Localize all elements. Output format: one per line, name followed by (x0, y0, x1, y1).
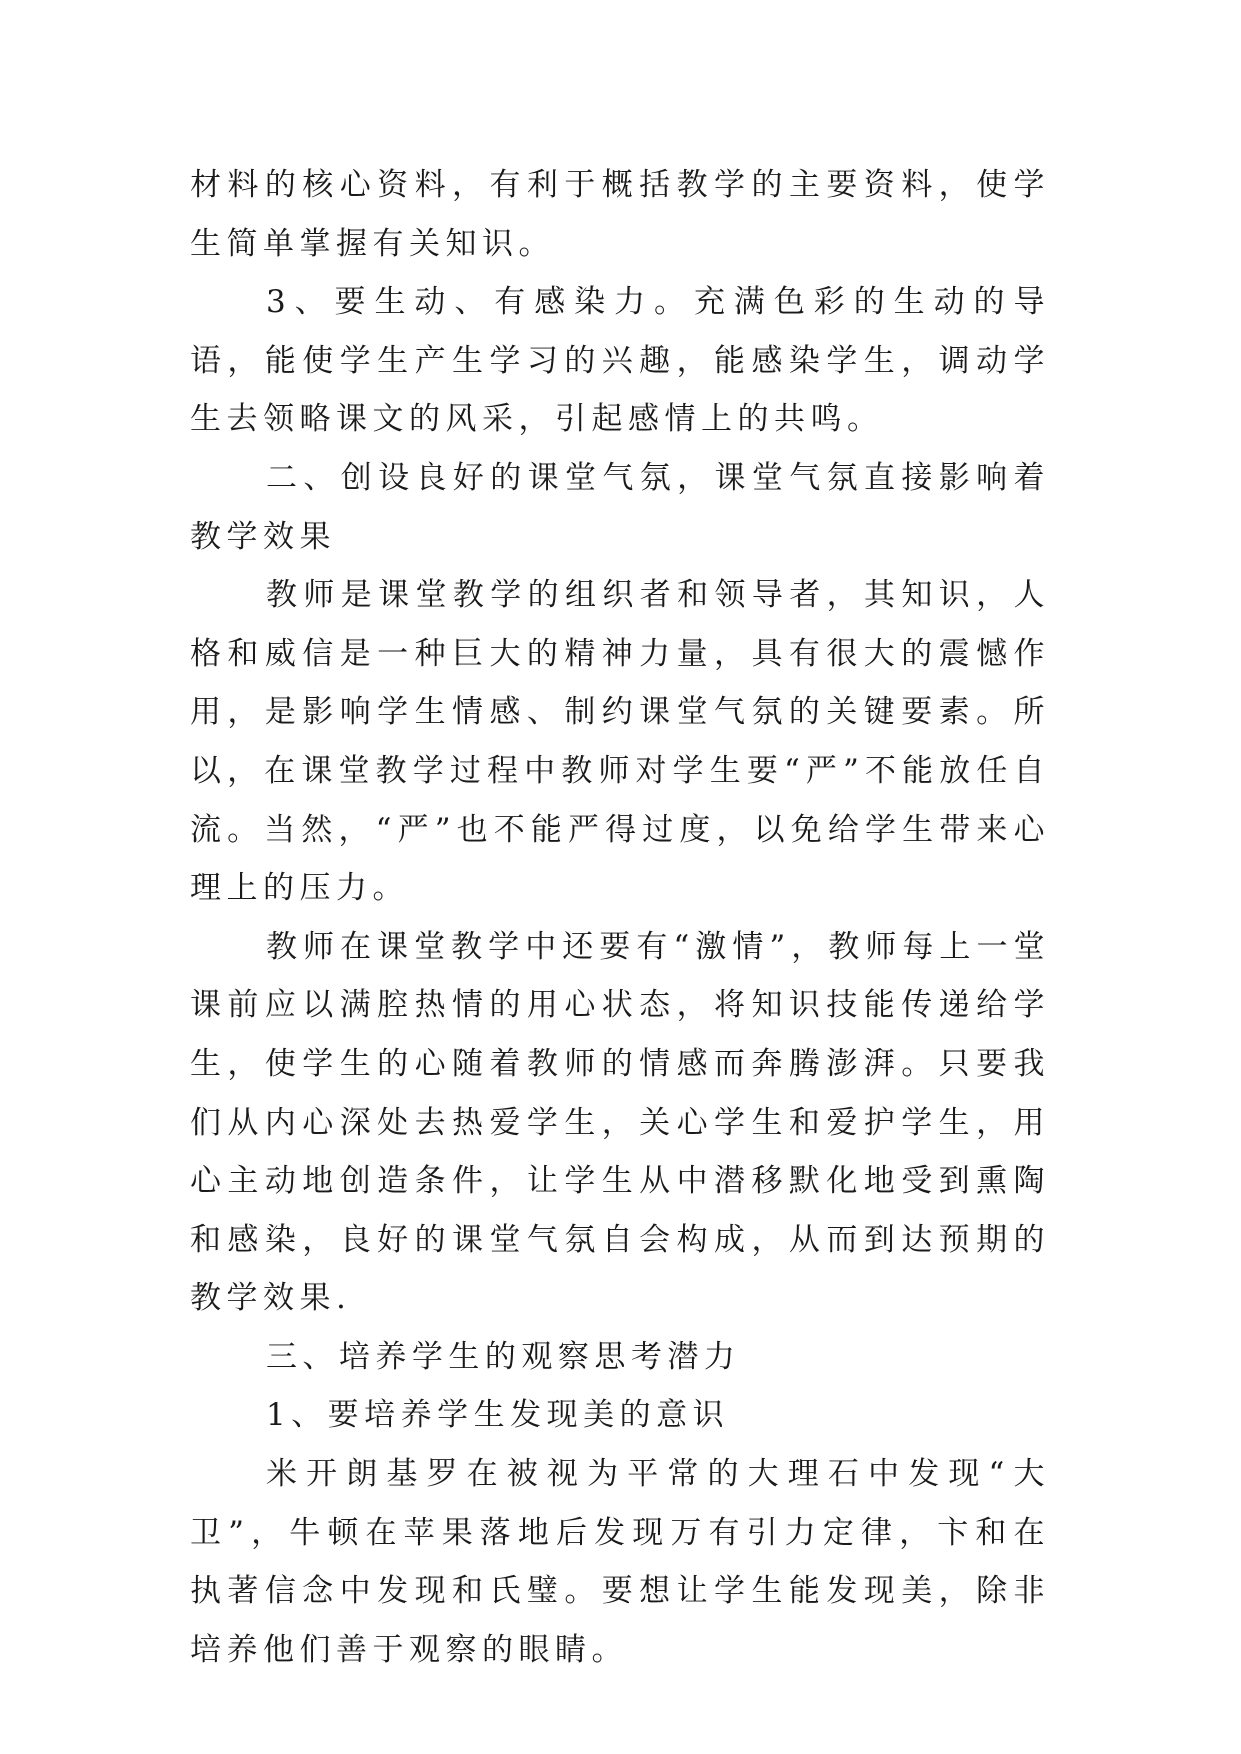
paragraph-continuation: 材料的核心资料，有利于概括教学的主要资料，使学生简单掌握有关知识。 (190, 167, 1050, 262)
paragraph-point-3: 3、要生动、有感染力。充满色彩的生动的导语，能使学生产生学习的兴趣，能感染学生，调动学生去领略课文的风采，引起感情上的共鸣。 (190, 284, 1050, 438)
subheading-point-1: 1、要培养学生发现美的意识 (265, 1397, 730, 1434)
paragraph-teacher-role: 教师是课堂教学的组织者和领导者，其知识，人格和威信是一种巨大的精神力量，具有很大的震憾作用，是影响学生情感、制约课堂气氛的关键要素。所以，在课堂教学过程中教师对学生要“严”不能放任自流。当然，“严”也不能严得过度，以免给学生带来心理上的压力。 (190, 577, 1050, 907)
section-heading-2: 二、创设良好的课堂气氛，课堂气氛直接影响着教学效果 (190, 459, 1050, 555)
paragraph-discover-beauty: 米开朗基罗在被视为平常的大理石中发现“大卫”，牛顿在苹果落地后发现万有引力定律，卞和在执著信念中发现和氏璧。要想让学生能发现美，除非培养他们善于观察的眼睛。 (190, 1456, 1050, 1668)
document-body (190, 156, 1050, 1679)
paragraph-passion: 教师在课堂教学中还要有“激情”，教师每上一堂课前应以满腔热情的用心状态，将知识技能传递给学生，使学生的心随着教师的情感而奔腾澎湃。只要我们从内心深处去热爱学生，关心学生和爱护学生，用心主动地创造条件，让学生从中潜移默化地受到熏陶和感染，良好的课堂气氛自会构成，从而到达预期的教学效果. (190, 928, 1050, 1317)
section-heading-3: 三、培养学生的观察思考潜力 (265, 1338, 741, 1375)
